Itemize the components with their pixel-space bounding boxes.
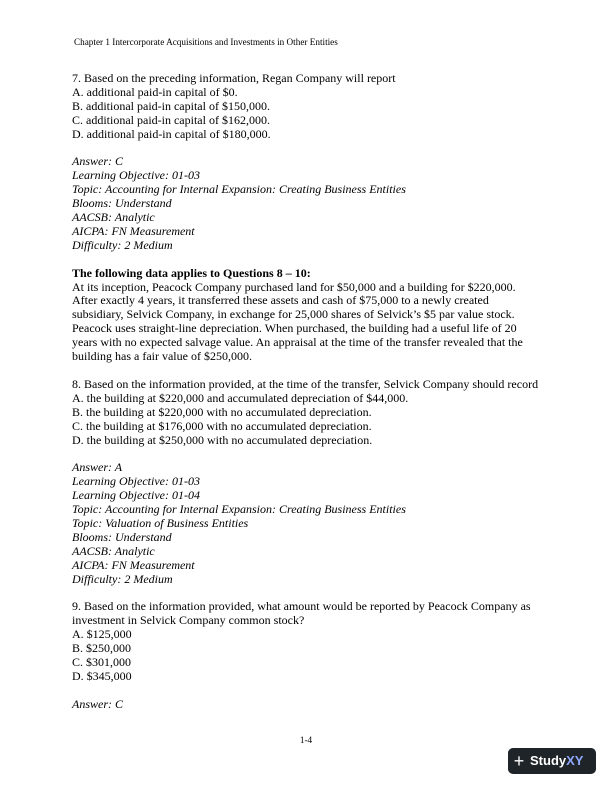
question-7-option-a: A. additional paid-in capital of $0.: [72, 84, 238, 99]
question-8-learning-objective: Learning Objective: 01-04: [72, 488, 200, 503]
question-8-learning-objective: Learning Objective: 01-03: [72, 474, 200, 489]
question-8-option-b: B. the building at $220,000 with no accumulated depreciation.: [72, 404, 372, 419]
question-9-stem: 9. Based on the information provided, what amount would be reported by Peacock Company as: [72, 599, 531, 614]
question-8-option-c: C. the building at $176,000 with no accumulated depreciation.: [72, 418, 372, 433]
question-8-option-d: D. the building at $250,000 with no accumulated depreciation.: [72, 432, 373, 447]
question-9-answer: Answer: C: [72, 696, 123, 711]
question-8-topic: Topic: Accounting for Internal Expansion: Creating Business Entities: [72, 502, 406, 517]
page-content: [72, 72, 544, 712]
question-7-option-d: D. additional paid-in capital of $180,000.: [72, 126, 271, 141]
question-7-aacsb: AACSB: Analytic: [72, 210, 155, 225]
question-8-aacsb: AACSB: Analytic: [72, 543, 155, 558]
question-7-blooms: Blooms: Understand: [72, 196, 172, 211]
question-8-stem: 8. Based on the information provided, at the time of the transfer, Selvick Company should record: [72, 376, 539, 391]
shared-data-block: [72, 267, 544, 364]
question-8: [72, 378, 544, 587]
question-9-option-b: B. $250,000: [72, 641, 132, 656]
question-8-option-a: A. the building at $220,000 and accumulated depreciation of $44,000.: [72, 390, 409, 405]
studyxy-badge[interactable]: [508, 748, 596, 774]
question-9-option-d: D. $345,000: [72, 668, 132, 683]
shared-data-line: subsidiary, Selvick Company, in exchange for 25,000 shares of Selvick’s $5 par value stock.: [72, 307, 515, 322]
question-9: [72, 600, 544, 711]
plus-icon: +: [513, 751, 525, 771]
question-7-topic: Topic: Accounting for Internal Expansion: Creating Business Entities: [72, 182, 406, 197]
question-9-option-c: C. $301,000: [72, 654, 132, 669]
question-7-stem: 7. Based on the preceding information, Regan Company will report: [72, 71, 396, 85]
shared-data-line: years with no expected salvage value. An appraisal at the time of the transfer revealed that the: [72, 335, 523, 350]
question-8-blooms: Blooms: Understand: [72, 529, 172, 544]
page-number: 1-4: [299, 735, 313, 745]
question-8-difficulty: Difficulty: 2 Medium: [72, 571, 173, 586]
question-8-answer: Answer: A: [72, 460, 123, 475]
question-9-option-a: A. $125,000: [72, 627, 132, 642]
question-7-learning-objective: Learning Objective: 01-03: [72, 168, 200, 183]
question-8-topic: Topic: Valuation of Business Entities: [72, 515, 249, 530]
shared-data-heading: The following data applies to Questions 8 – 10:: [72, 265, 311, 280]
question-9-stem: investment in Selvick Company common stock?: [72, 613, 305, 628]
shared-data-line: After exactly 4 years, it transferred these assets and cash of $75,000 to a newly created: [72, 293, 489, 308]
question-8-aicpa: AICPA: FN Measurement: [72, 557, 195, 572]
question-7-answer: Answer: C: [72, 154, 123, 169]
brand-name-part: XY: [566, 753, 584, 769]
question-7-option-b: B. additional paid-in capital of $150,000.: [72, 98, 270, 113]
shared-data-line: building has a fair value of $250,000.: [72, 349, 252, 364]
shared-data-line: Peacock uses straight-line depreciation. When purchased, the building had a useful life of 20: [72, 321, 517, 336]
question-7-difficulty: Difficulty: 2 Medium: [72, 237, 173, 252]
brand-name-part: Study: [530, 753, 567, 769]
question-7-aicpa: AICPA: FN Measurement: [72, 223, 195, 238]
question-7-option-c: C. additional paid-in capital of $162,000.: [72, 112, 270, 127]
question-7: [72, 72, 544, 253]
running-header: Chapter 1 Intercorporate Acquisitions and Investments in Other Entities: [74, 37, 338, 47]
shared-data-line: At its inception, Peacock Company purchased land for $50,000 and a building for $220,000.: [72, 279, 516, 294]
